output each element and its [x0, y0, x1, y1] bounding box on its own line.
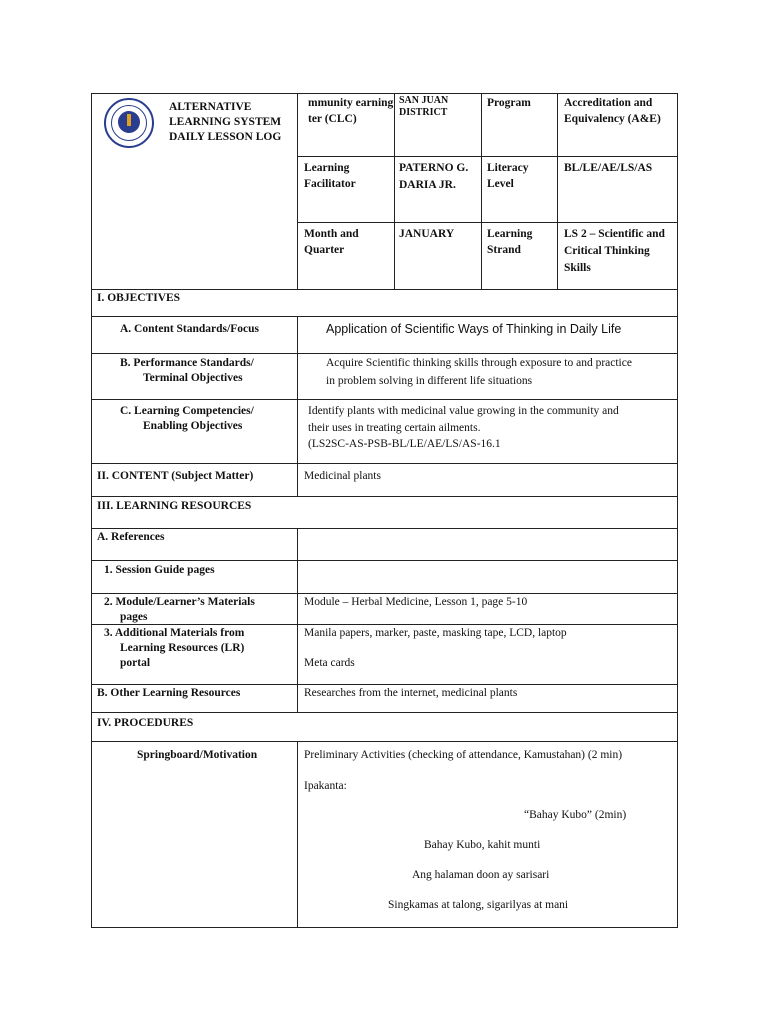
- learning-competencies-value-2: their uses in treating certain ailments.: [308, 422, 481, 434]
- program-value: Accreditation and Equivalency (A&E): [564, 97, 661, 125]
- performance-standards-label: B. Performance Standards/: [120, 357, 254, 369]
- references-label: A. References: [97, 531, 165, 543]
- performance-standards-value-2: in problem solving in different life situations: [326, 375, 533, 387]
- additional-materials-label-3: portal: [120, 657, 151, 669]
- document-title: ALTERNATIVE LEARNING SYSTEM DAILY LESSON LOG: [169, 101, 282, 143]
- learning-competencies-value: Identify plants with medicinal value growing in the community and: [308, 405, 619, 417]
- additional-materials-value: Manila papers, marker, paste, masking tape, LCD, laptop: [304, 627, 567, 639]
- content-standards-label: A. Content Standards/Focus: [120, 323, 259, 335]
- procedures-heading: IV. PROCEDURES: [97, 717, 194, 729]
- other-resources-label: B. Other Learning Resources: [97, 687, 241, 699]
- module-materials-label: 2. Module/Learner’s Materials: [104, 596, 255, 608]
- content-value: Medicinal plants: [304, 470, 381, 482]
- preliminary-activities: Preliminary Activities (checking of attendance, Kamustahan) (2 min): [304, 749, 623, 761]
- literacy-value: BL/LE/AE/LS/AS: [564, 162, 653, 174]
- additional-materials-label: 3. Additional Materials from: [104, 627, 245, 639]
- facilitator-value: PATERNO G. DARIA JR.: [399, 162, 469, 191]
- additional-materials-value-2: Meta cards: [304, 657, 355, 669]
- session-guide-label: 1. Session Guide pages: [104, 564, 215, 576]
- objectives-heading: I. OBJECTIVES: [97, 292, 181, 304]
- other-resources-value: Researches from the internet, medicinal plants: [304, 687, 518, 699]
- ipakanta-label: Ipakanta:: [304, 780, 347, 792]
- song-lyric-3: Singkamas at talong, sigarilyas at mani: [388, 899, 569, 911]
- performance-standards-value: Acquire Scientific thinking skills through exposure to and practice: [326, 357, 632, 369]
- facilitator-label: Learning Facilitator: [304, 162, 356, 190]
- learning-competencies-label: C. Learning Competencies/: [120, 405, 254, 417]
- learning-competencies-label-2: Enabling Objectives: [143, 420, 243, 432]
- clc-label: mmunity earning ter (CLC): [308, 97, 394, 125]
- song-lyric: Bahay Kubo, kahit munti: [424, 839, 541, 851]
- additional-materials-label-2: Learning Resources (LR): [120, 642, 245, 654]
- literacy-label: Literacy Level: [487, 162, 529, 190]
- module-materials-value: Module – Herbal Medicine, Lesson 1, page 5-10: [304, 596, 528, 608]
- module-materials-label-2: pages: [120, 611, 148, 623]
- resources-heading: III. LEARNING RESOURCES: [97, 500, 252, 512]
- deped-seal-logo: [104, 98, 154, 148]
- performance-standards-label-2: Terminal Objectives: [143, 372, 243, 384]
- district-value: SAN JUAN DISTRICT: [399, 95, 449, 118]
- song-title: “Bahay Kubo” (2min): [524, 809, 627, 821]
- content-standards-value: Application of Scientific Ways of Thinking in Daily Life: [326, 322, 622, 336]
- month-label: Month and Quarter: [304, 228, 359, 256]
- learning-competencies-code: (LS2SC-AS-PSB-BL/LE/AE/LS/AS-16.1: [308, 438, 501, 450]
- strand-value: LS 2 – Scientific and Critical Thinking Skills: [564, 228, 665, 274]
- program-label: Program: [487, 97, 531, 109]
- strand-label: Learning Strand: [487, 228, 533, 256]
- content-label: II. CONTENT (Subject Matter): [97, 470, 254, 482]
- springboard-label: Springboard/Motivation: [137, 749, 258, 761]
- song-lyric-2: Ang halaman doon ay sarisari: [412, 869, 550, 881]
- month-value: JANUARY: [399, 228, 455, 240]
